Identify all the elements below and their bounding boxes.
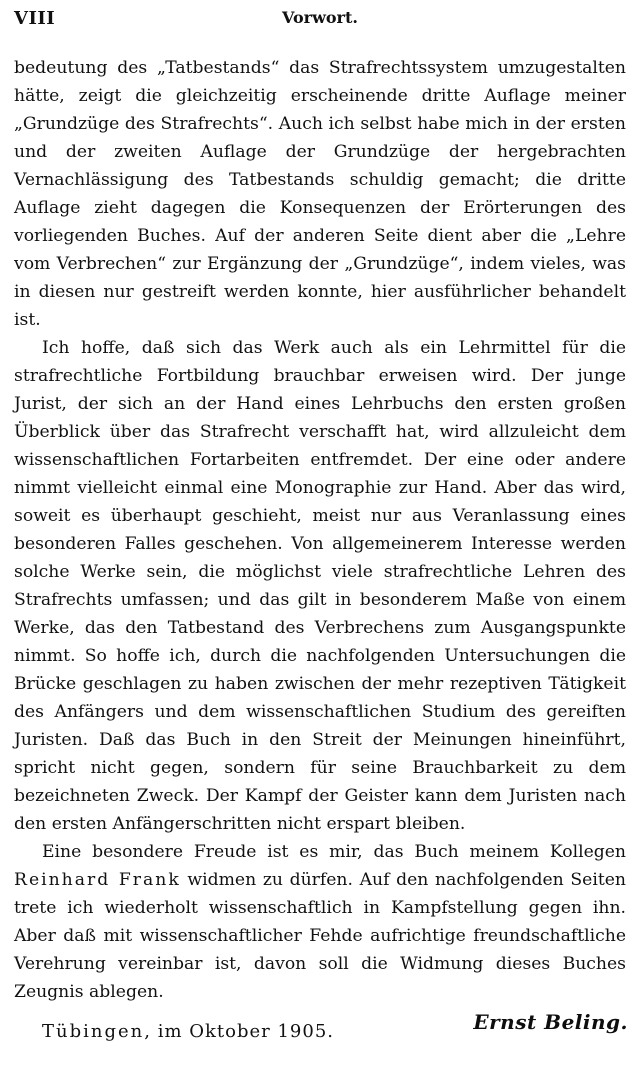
dateline-place: Tübingen (42, 1021, 145, 1042)
preface-text (14, 54, 626, 1006)
page-header (14, 8, 626, 38)
running-head: Vorwort. (282, 8, 358, 27)
book-page (14, 8, 626, 1058)
dateline-date: , im Oktober 1905. (144, 1021, 335, 1042)
page-number: VIII (14, 8, 56, 29)
author-signature: Ernst Beling. (473, 1010, 628, 1034)
dedication-text-after: widmen zu dürfen. Auf den nachfolgenden Seiten trete ich wiederholt wissenschaftlich in Kampfstellung gegen ihn. Aber daß mit wissenschaftlicher Fehde aufrichtige freundschaftliche Verehrung vereinbar ist, davon soll die Widmung dieses Buches Zeugnis ablegen. (14, 870, 626, 1002)
dedication-text-before: Eine besondere Freude ist es mir, das Buch meinem Kollegen (42, 842, 626, 862)
dedicatee-name: Reinhard Frank (14, 870, 181, 890)
paragraph-continuation: bedeutung des „Tatbestands“ das Strafrechtssystem umzugestalten hätte, zeigt die gleichzeitig erscheinende dritte Auflage meiner „Grundzüge des Strafrechts“. Auch ich selbst habe mich in der ersten und der zweiten Auflage der Grundzüge der hergebrachten Vernachlässigung des Tatbestands schuldig gemacht; die dritte Auflage zieht dagegen die Konsequenzen der Erörterungen des vorliegenden Buches. Auf der anderen Seite dient aber die „Lehre vom Verbrechen“ zur Ergänzung der „Grundzüge“, indem vieles, was in diesen nur gestreift werden konnte, hier ausführlicher behandelt ist. (14, 58, 626, 330)
paragraph-dedication (14, 838, 626, 1006)
paragraph-teaching-aid: Ich hoffe, daß sich das Werk auch als ein Lehrmittel für die strafrechtliche Fortbildung brauchbar erweisen wird. Der junge Jurist, der sich an der Hand eines Lehrbuchs den ersten großen Überblick über das Strafrecht verschafft hat, wird allzuleicht dem wissenschaftlichen Fortarbeiten entfremdet. Der eine oder andere nimmt vielleicht einmal eine Monographie zur Hand. Aber das wird, soweit es überhaupt geschieht, meist nur aus Veranlassung eines besonderen Falles geschehen. Von allgemeinerem Interesse werden solche Werke sein, die möglichst viele strafrechtliche Lehren des Strafrechts umfassen; und das gilt in besonderem Maße von einem Werke, das den Tatbestand des Verbrechens zum Ausgangspunkte nimmt. So hoffe ich, durch die nachfolgenden Untersuchungen die Brücke geschlagen zu haben zwischen der mehr rezeptiven Tätigkeit des Anfängers und dem wissenschaftlichen Studium des gereiften Juristen. Daß das Buch in den Streit der Meinungen hineinführt, spricht nicht gegen, sondern für seine Brauchbarkeit zu dem bezeichneten Zweck. Der Kampf der Geister kann dem Juristen nach den ersten Anfängerschritten nicht erspart bleiben. (14, 338, 626, 834)
